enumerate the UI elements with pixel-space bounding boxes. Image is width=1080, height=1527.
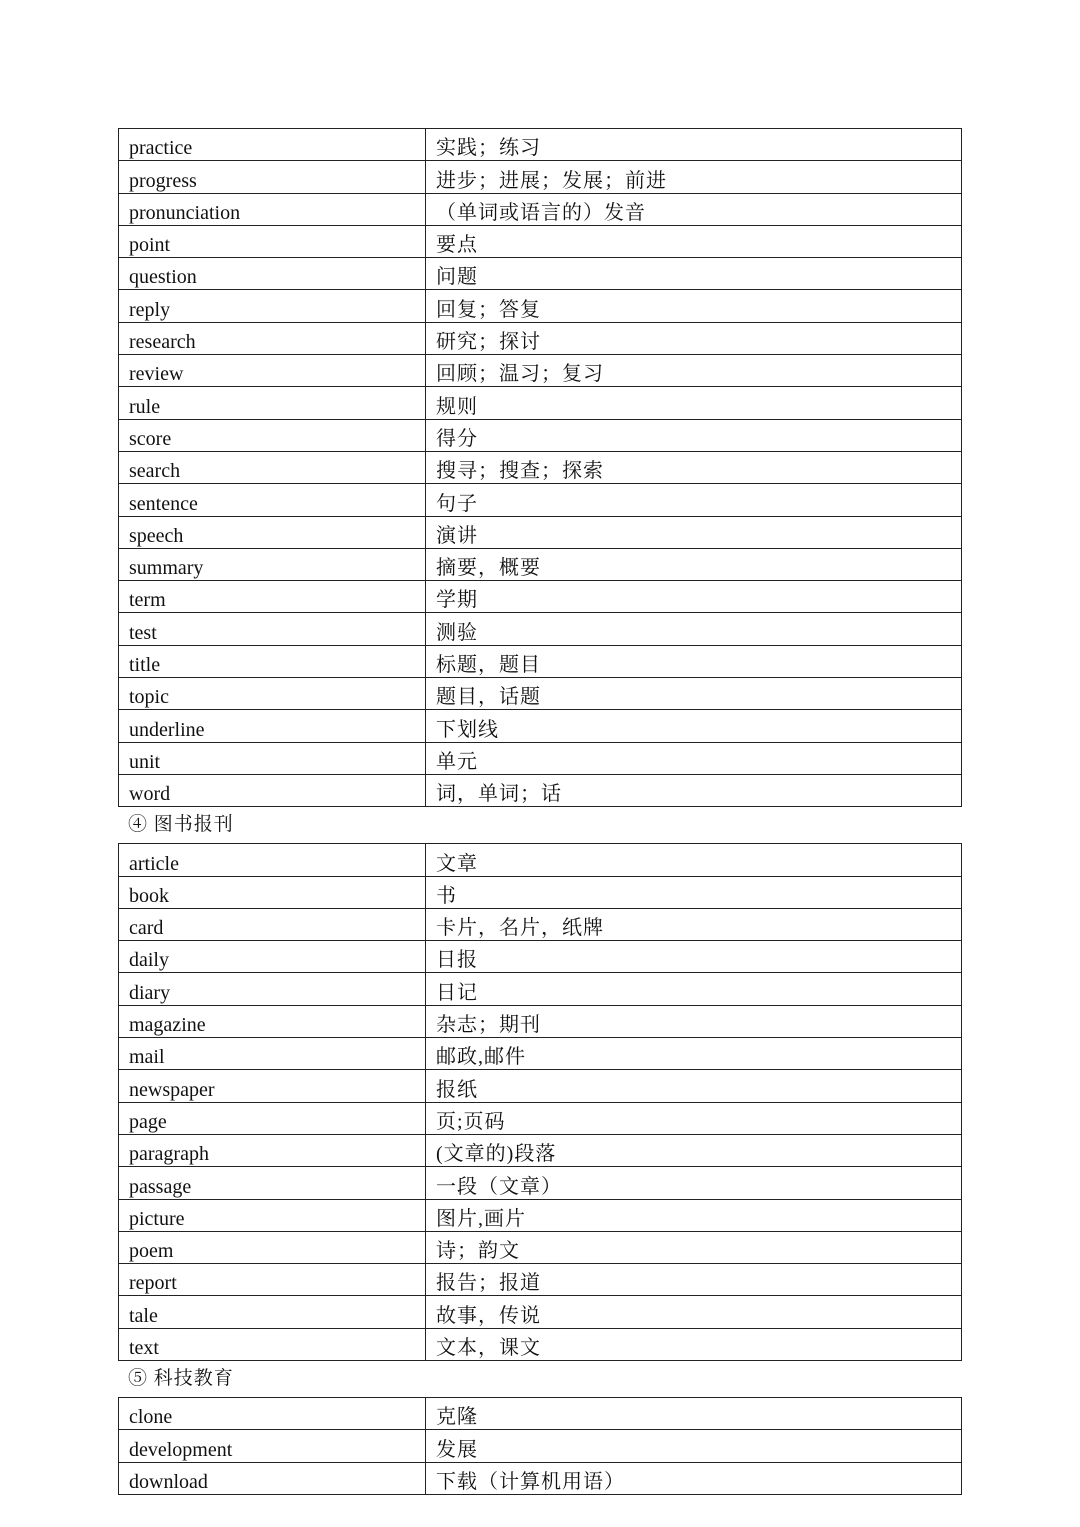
table-row [119,355,962,387]
table-row [119,1199,962,1231]
table-row [119,1430,962,1462]
table-row [119,1264,962,1296]
english-word-cell: research [119,322,426,354]
chinese-meaning-cell: 回复；答复 [426,290,962,322]
english-word-cell: newspaper [119,1070,426,1102]
vocabulary-page [118,128,962,1495]
table-row [119,710,962,742]
english-word-cell: reply [119,290,426,322]
chinese-meaning-cell: 文章 [426,844,962,876]
english-word-cell: title [119,645,426,677]
table-row [119,1038,962,1070]
english-word-cell: passage [119,1167,426,1199]
table-row [119,581,962,613]
english-word-cell: word [119,774,426,806]
english-word-cell: search [119,451,426,483]
english-word-cell: topic [119,678,426,710]
chinese-meaning-cell: 一段（文章） [426,1167,962,1199]
english-word-cell: underline [119,710,426,742]
english-word-cell: clone [119,1397,426,1429]
english-word-cell: page [119,1102,426,1134]
chinese-meaning-cell: （单词或语言的）发音 [426,193,962,225]
english-word-cell: point [119,225,426,257]
chinese-meaning-cell: 克隆 [426,1397,962,1429]
english-word-cell: score [119,419,426,451]
english-word-cell: paragraph [119,1134,426,1166]
table-row [119,1102,962,1134]
table-row [119,548,962,580]
vocab-table-books [118,843,962,1361]
section-heading-books: ④ 图书报刊 [128,814,234,836]
table-row [119,844,962,876]
chinese-meaning-cell: 演讲 [426,516,962,548]
english-word-cell: text [119,1328,426,1360]
table-row [119,1167,962,1199]
table-row [119,322,962,354]
chinese-meaning-cell: 学期 [426,581,962,613]
vocab-table-sci-tech-body [119,1397,962,1494]
table-row [119,1134,962,1166]
table-row [119,129,962,161]
vocab-table-sci-tech [118,1397,962,1495]
english-word-cell: poem [119,1231,426,1263]
chinese-meaning-cell: 词，单词；话 [426,774,962,806]
chinese-meaning-cell: 卡片，名片，纸牌 [426,908,962,940]
table-row [119,1462,962,1494]
english-word-cell: term [119,581,426,613]
vocab-table-1-body [119,129,962,807]
chinese-meaning-cell: 书 [426,876,962,908]
section-heading-sci-tech: ⑤ 科技教育 [128,1367,234,1389]
english-word-cell: picture [119,1199,426,1231]
chinese-meaning-cell: 文本，课文 [426,1328,962,1360]
table-row [119,1005,962,1037]
english-word-cell: progress [119,161,426,193]
chinese-meaning-cell: 报纸 [426,1070,962,1102]
chinese-meaning-cell: 研究；探讨 [426,322,962,354]
english-word-cell: report [119,1264,426,1296]
table-row [119,1328,962,1360]
english-word-cell: pronunciation [119,193,426,225]
chinese-meaning-cell: 日报 [426,941,962,973]
table-row [119,613,962,645]
chinese-meaning-cell: 下划线 [426,710,962,742]
english-word-cell: article [119,844,426,876]
table-row [119,1296,962,1328]
english-word-cell: test [119,613,426,645]
english-word-cell: card [119,908,426,940]
table-row [119,290,962,322]
table-row [119,742,962,774]
chinese-meaning-cell: 下载（计算机用语） [426,1462,962,1494]
chinese-meaning-cell: 实践；练习 [426,129,962,161]
table-row [119,387,962,419]
table-row [119,258,962,290]
chinese-meaning-cell: 故事，传说 [426,1296,962,1328]
english-word-cell: diary [119,973,426,1005]
english-word-cell: unit [119,742,426,774]
english-word-cell: summary [119,548,426,580]
chinese-meaning-cell: 得分 [426,419,962,451]
table-row [119,973,962,1005]
chinese-meaning-cell: (文章的)段落 [426,1134,962,1166]
english-word-cell: question [119,258,426,290]
table-row [119,451,962,483]
chinese-meaning-cell: 问题 [426,258,962,290]
table-row [119,678,962,710]
chinese-meaning-cell: 进步；进展；发展；前进 [426,161,962,193]
table-row [119,193,962,225]
chinese-meaning-cell: 单元 [426,742,962,774]
table-row [119,645,962,677]
english-word-cell: book [119,876,426,908]
english-word-cell: download [119,1462,426,1494]
chinese-meaning-cell: 诗；韵文 [426,1231,962,1263]
chinese-meaning-cell: 杂志；期刊 [426,1005,962,1037]
table-row [119,419,962,451]
chinese-meaning-cell: 要点 [426,225,962,257]
table-row [119,774,962,806]
table-row [119,1231,962,1263]
table-row [119,484,962,516]
vocab-table-1 [118,128,962,807]
chinese-meaning-cell: 报告；报道 [426,1264,962,1296]
vocab-table-books-body [119,844,962,1361]
english-word-cell: sentence [119,484,426,516]
chinese-meaning-cell: 搜寻；搜查；探索 [426,451,962,483]
english-word-cell: review [119,355,426,387]
chinese-meaning-cell: 摘要，概要 [426,548,962,580]
chinese-meaning-cell: 发展 [426,1430,962,1462]
english-word-cell: daily [119,941,426,973]
english-word-cell: magazine [119,1005,426,1037]
table-row [119,1397,962,1429]
table-row [119,908,962,940]
english-word-cell: mail [119,1038,426,1070]
table-row [119,941,962,973]
table-row [119,225,962,257]
chinese-meaning-cell: 邮政,邮件 [426,1038,962,1070]
table-row [119,161,962,193]
english-word-cell: development [119,1430,426,1462]
table-row [119,876,962,908]
english-word-cell: rule [119,387,426,419]
chinese-meaning-cell: 日记 [426,973,962,1005]
english-word-cell: tale [119,1296,426,1328]
table-row [119,1070,962,1102]
chinese-meaning-cell: 页;页码 [426,1102,962,1134]
chinese-meaning-cell: 图片,画片 [426,1199,962,1231]
chinese-meaning-cell: 回顾；温习；复习 [426,355,962,387]
chinese-meaning-cell: 标题，题目 [426,645,962,677]
chinese-meaning-cell: 题目，话题 [426,678,962,710]
english-word-cell: speech [119,516,426,548]
english-word-cell: practice [119,129,426,161]
chinese-meaning-cell: 规则 [426,387,962,419]
table-row [119,516,962,548]
chinese-meaning-cell: 句子 [426,484,962,516]
chinese-meaning-cell: 测验 [426,613,962,645]
